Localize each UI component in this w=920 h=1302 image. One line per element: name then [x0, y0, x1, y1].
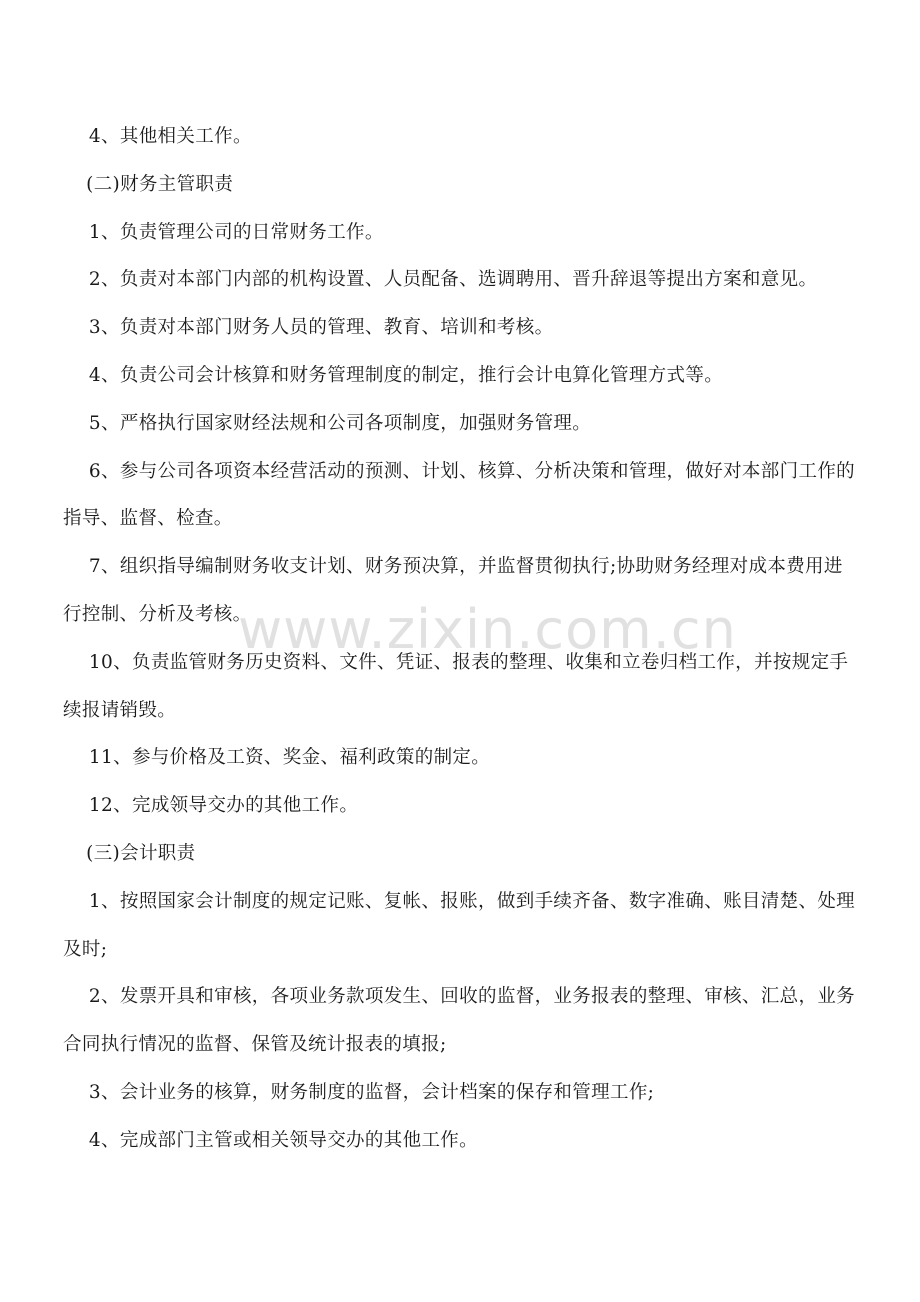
- paragraph-item: 4、其他相关工作。: [88, 126, 252, 147]
- paragraph-item: 6、参与公司各项资本经营活动的预测、计划、核算、分析决策和管理，做好对本部门工作的指导、监督、检查。: [63, 460, 856, 530]
- paragraph-item: 3、会计业务的核算，财务制度的监督，会计档案的保存和管理工作;: [88, 1081, 655, 1103]
- paragraph-item: 10、负责监管财务历史资料、文件、凭证、报表的整理、收集和立卷归档工作，并按规定手续报请销毁。: [63, 651, 849, 721]
- paragraph-item: 1、按照国家会计制度的规定记账、复帐、报账，做到手续齐备、数字准确、账目清楚、处理及时;: [63, 890, 856, 960]
- paragraph-item: 2、负责对本部门内部的机构设置、人员配备、选调聘用、晋升辞退等提出方案和意见。: [88, 269, 818, 291]
- paragraph-item: 3、负责对本部门财务人员的管理、教育、培训和考核。: [88, 317, 554, 339]
- section-heading-accountant: (三)会计职责: [86, 842, 196, 864]
- paragraph-item: 11、参与价格及工资、奖金、福利政策的制定。: [88, 747, 491, 769]
- paragraph-item: 2、发票开具和审核，各项业务款项发生、回收的监督，业务报表的整理、审核、汇总，业务合同执行情况的监督、保管及统计报表的填报;: [63, 986, 856, 1056]
- paragraph-item: 12、完成领导交办的其他工作。: [88, 795, 359, 817]
- paragraph-item: 4、负责公司会计核算和财务管理制度的制定，推行会计电算化管理方式等。: [88, 364, 724, 386]
- paragraph-item: 7、组织指导编制财务收支计划、财务预决算，并监督贯彻执行;协助财务经理对成本费用进行控制、分析及考核。: [63, 556, 843, 625]
- document-body: [63, 113, 859, 1165]
- watermark-text: www.zixin.com.cn: [238, 598, 737, 661]
- paragraph-item: 1、负责管理公司的日常财务工作。: [88, 221, 384, 243]
- paragraph-item: 5、严格执行国家财经法规和公司各项制度，加强财务管理。: [88, 412, 592, 434]
- paragraph-item: 4、完成部门主管或相关领导交办的其他工作。: [88, 1129, 479, 1151]
- section-heading-finance-supervisor: (二)财务主管职责: [86, 173, 234, 195]
